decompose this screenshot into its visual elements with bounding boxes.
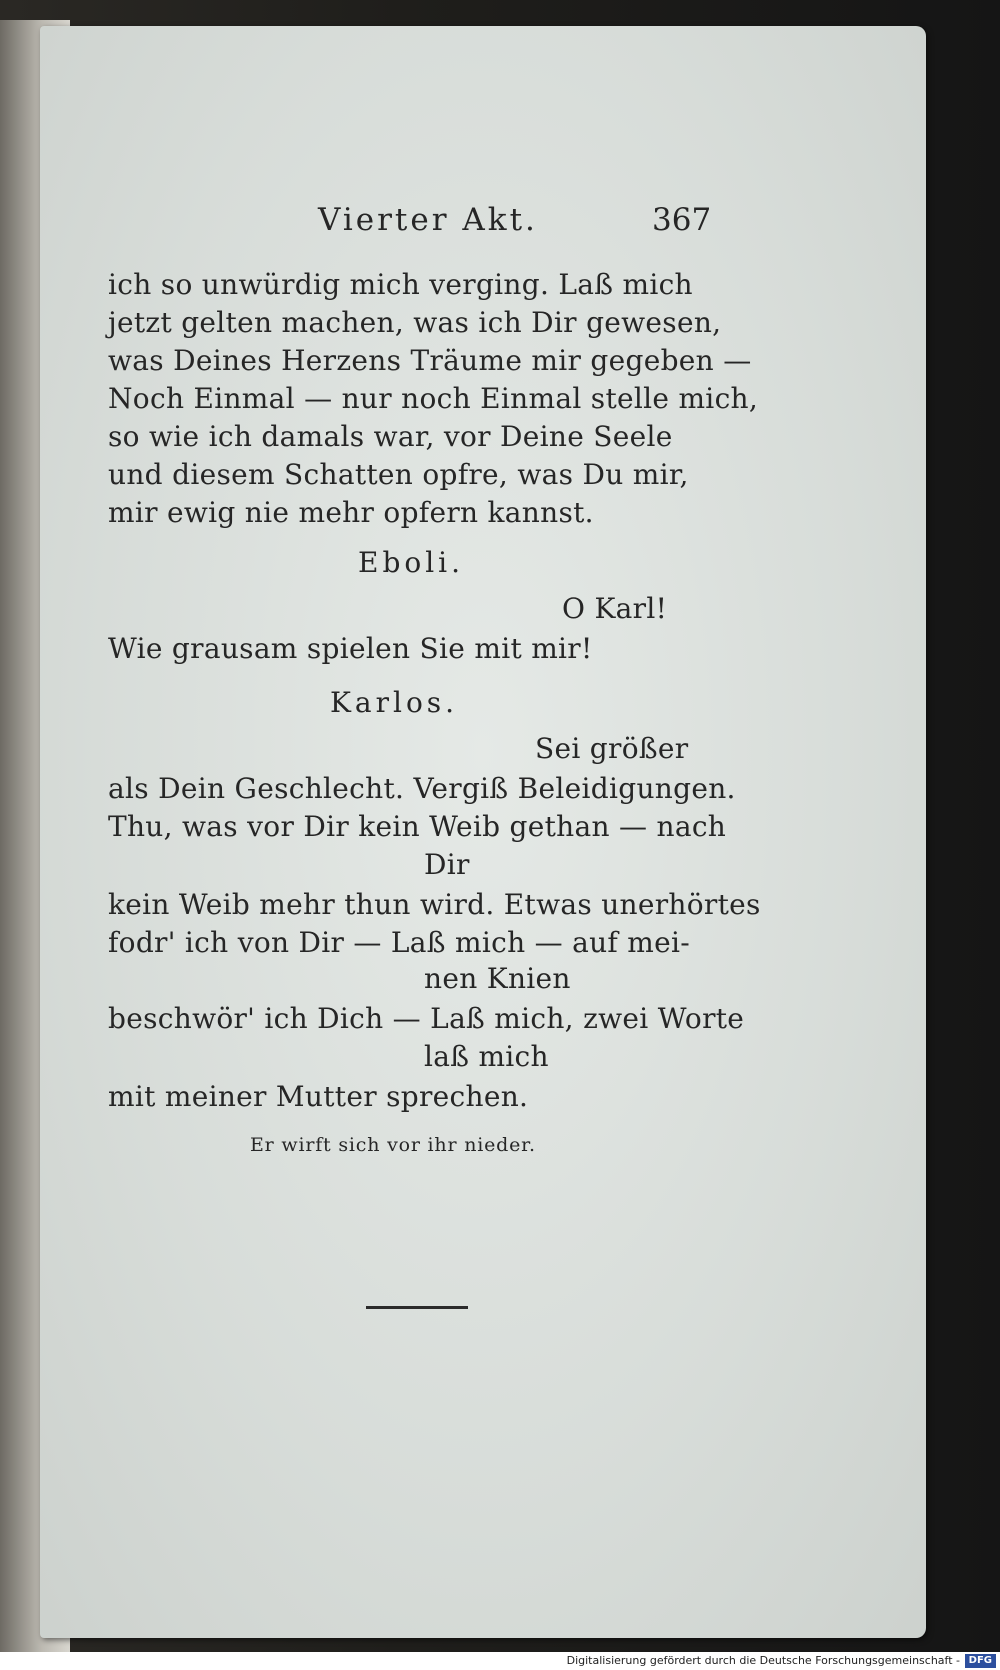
karlos-line: kein Weib mehr thun wird. Etwas unerhörtes	[108, 888, 761, 921]
text-line: Noch Einmal — nur noch Einmal stelle mich,	[108, 382, 759, 415]
speaker-name-karlos: Karlos.	[330, 686, 459, 719]
karlos-line: Thu, was vor Dir kein Weib gethan — nach	[108, 810, 727, 843]
text-line: was Deines Herzens Träume mir gegeben —	[108, 344, 752, 377]
text-line: und diesem Schatten opfre, was Du mir,	[108, 458, 689, 491]
speaker-name-eboli: Eboli.	[358, 546, 465, 579]
text-line: ich so unwürdig mich verging. Laß mich	[108, 268, 693, 301]
funding-credit: Digitalisierung gefördert durch die Deutsche Forschungsgemeinschaft -	[566, 1654, 960, 1667]
eboli-line: O Karl!	[562, 592, 668, 625]
karlos-line: nen Knien	[424, 962, 571, 995]
section-rule	[366, 1306, 468, 1309]
dfg-logo: DFG	[965, 1654, 996, 1668]
text-line: jetzt gelten machen, was ich Dir gewesen,	[108, 306, 722, 339]
stage-direction: Er wirft sich vor ihr nieder.	[250, 1134, 536, 1156]
page-number: 367	[652, 202, 712, 238]
running-header-title: Vierter Akt.	[318, 202, 538, 238]
karlos-line: beschwör' ich Dich — Laß mich, zwei Worte	[108, 1002, 745, 1035]
text-line: so wie ich damals war, vor Deine Seele	[108, 420, 673, 453]
karlos-line: fodr' ich von Dir — Laß mich — auf mei-	[108, 926, 691, 959]
karlos-line: Sei größer	[535, 732, 689, 765]
karlos-line: laß mich	[424, 1040, 549, 1073]
karlos-line: Dir	[424, 848, 470, 881]
text-line: mir ewig nie mehr opfern kannst.	[108, 496, 594, 529]
karlos-line: als Dein Geschlecht. Vergiß Beleidigungen.	[108, 772, 736, 805]
eboli-line: Wie grausam spielen Sie mit mir!	[108, 632, 593, 665]
karlos-line: mit meiner Mutter sprechen.	[108, 1080, 529, 1113]
